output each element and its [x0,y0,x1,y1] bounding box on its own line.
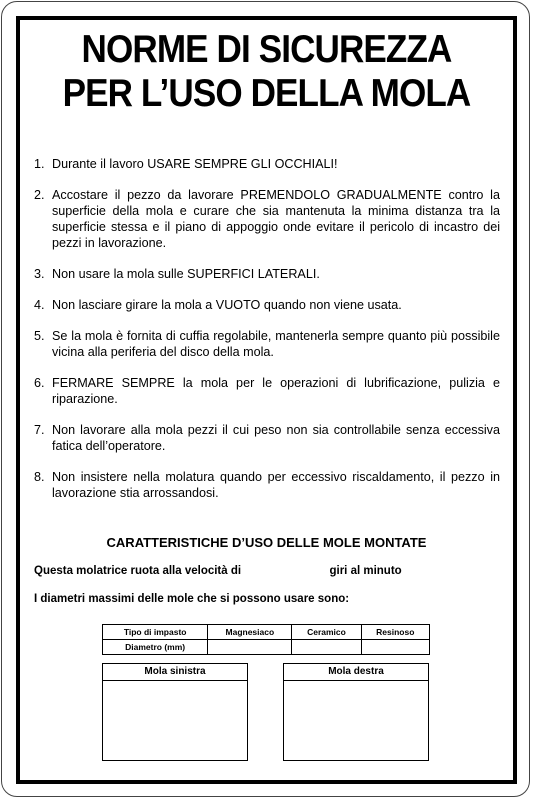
rule-item [34,469,500,501]
right-wheel-box [283,663,429,761]
table-cell-blank [292,640,361,655]
rule-number: 7. [34,423,45,437]
rule-text: Se la mola è fornita di cuffia regolabile, mantenerla sempre quanto più possibile vicina alla periferia del disco della mola. [52,329,500,359]
table-header-row [103,625,430,640]
speed-prefix: Questa molatrice ruota alla velocità di [34,565,242,577]
rule-number: 6. [34,376,45,390]
rule-number: 8. [34,470,45,484]
rule-item [34,187,500,251]
rule-number: 2. [34,188,45,202]
rule-text: Non usare la mola sulle SUPERFICI LATERALI. [52,267,320,281]
table-header-cell: Magnesiaco [208,625,292,640]
characteristics-title: CARATTERISTICHE D’USO DELLE MOLE MONTATE [106,535,427,550]
rule-number: 4. [34,298,45,312]
rule-number: 3. [34,267,45,281]
left-wheel-label: Mola sinistra [103,664,247,681]
rule-item [34,156,500,172]
rule-number: 5. [34,329,45,343]
rule-item [34,328,500,360]
title-line-1: NORME DI SICUREZZA [81,28,452,71]
rule-text: Non lavorare alla mola pezzi il cui peso non sia controllabile senza eccessiva fatica dell’operatore. [52,423,500,453]
table-cell-blank [208,640,292,655]
rule-text: FERMARE SEMPRE la mola per le operazioni di lubrificazione, pulizia e riparazione. [52,376,500,406]
rule-item [34,297,500,313]
table-row [103,640,430,655]
rule-number: 1. [34,157,45,171]
diameter-table [102,624,430,655]
rule-item [34,375,500,407]
diameters-label: I diametri massimi delle mole che si possono usare sono: [34,593,350,605]
rule-item [34,266,500,282]
title-line-2: PER L’USO DELLA MOLA [62,72,471,115]
rule-text: Durante il lavoro USARE SEMPRE GLI OCCHIALI! [52,157,338,171]
sign-title [27,28,507,116]
speed-suffix: giri al minuto [329,565,402,577]
rule-text: Non lasciare girare la mola a VUOTO quando non viene usata. [52,298,402,312]
left-wheel-box [102,663,248,761]
table-header-cell: Tipo di impasto [103,625,208,640]
rule-text: Accostare il pezzo da lavorare PREMENDOLO GRADUALMENTE contro la superficie della mola e curare che sia mantenuta la minima distanza tra la superficie stessa e il piano di appoggio onde evitare il pericolo di incastro dei pezzi in lavorazione. [52,188,500,250]
right-wheel-label: Mola destra [284,664,428,681]
table-cell-blank [361,640,429,655]
table-header-cell: Ceramico [292,625,361,640]
table-header-cell: Resinoso [361,625,429,640]
speed-line [34,565,494,577]
rule-text: Non insistere nella molatura quando per eccessivo riscaldamento, il pezzo in lavorazione stia arrossandosi. [52,470,500,500]
rules-list [34,156,500,501]
rule-item [34,422,500,454]
table-row-label: Diametro (mm) [103,640,208,655]
